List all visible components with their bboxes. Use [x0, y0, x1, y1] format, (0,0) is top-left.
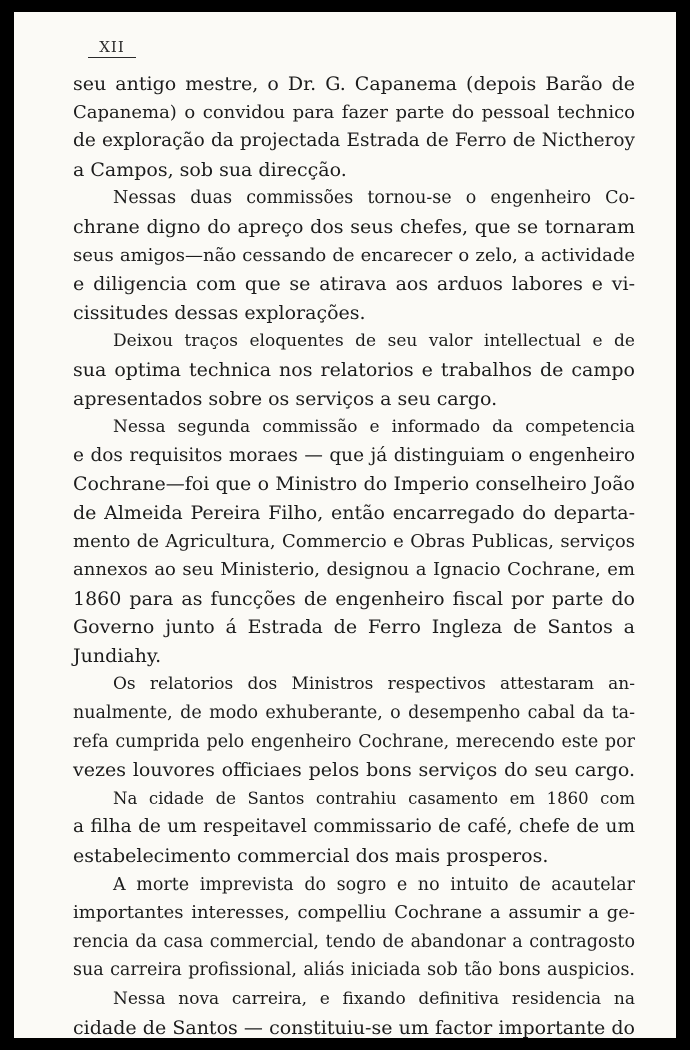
- text-line: Deixou traços eloquentes de seu valor intellectual e de: [113, 331, 635, 352]
- text-line: A morte imprevista do sogro e no intuito de acautelar: [113, 874, 635, 895]
- text-line: de Almeida Pereira Filho, então encarregado do departa-: [73, 501, 635, 524]
- text-line: Nessas duas commissões tornou-se o engenheiro Co-: [113, 188, 635, 209]
- document-page: [14, 12, 676, 1038]
- text-line: estabelecimento commercial dos mais prosperos.: [73, 845, 549, 868]
- text-line: refa cumprida pelo engenheiro Cochrane, merecendo este por: [73, 731, 635, 752]
- text-line: Os relatorios dos Ministros respectivos attestaram an-: [113, 674, 635, 695]
- text-line: chrane digno do apreço dos seus chefes, que se tornaram: [73, 215, 635, 238]
- text-line: e diligencia com que se atirava aos arduos labores e vi-: [73, 273, 635, 296]
- text-line: vezes louvores officiaes pelos bons serviços do seu cargo.: [73, 759, 635, 782]
- text-line: seus amigos—não cessando de encarecer o zelo, a actividade: [73, 244, 635, 266]
- text-line: Governo junto á Estrada de Ferro Ingleza de Santos a: [73, 616, 635, 639]
- text-line: sua carreira profissional, aliás iniciada sob tão bons auspicios.: [73, 960, 635, 981]
- text-line: a Campos, sob sua direcção.: [73, 158, 347, 181]
- text-line: mento de Agricultura, Commercio e Obras Publicas, serviços: [73, 530, 635, 552]
- text-line: apresentados sobre os serviços a seu cargo.: [73, 387, 498, 410]
- text-line: Capanema) o convidou para fazer parte do pessoal technico: [73, 101, 635, 123]
- text-line: sua optima technica nos relatorios e trabalhos de campo: [73, 358, 635, 381]
- text-line: de exploração da projectada Estrada de Ferro de Nictheroy: [73, 130, 635, 152]
- text-line: cidade de Santos — constituiu-se um factor importante do: [73, 1016, 635, 1038]
- text-line: importantes interesses, compelliu Cochrane a assumir a ge-: [73, 902, 635, 924]
- text-line: cissitudes dessas explorações.: [73, 301, 366, 324]
- text-line: nualmente, de modo exhuberante, o desempenho cabal da ta-: [73, 703, 635, 724]
- text-line: a filha de um respeitavel commissario de café, chefe de um: [73, 816, 635, 838]
- body-text: [73, 70, 635, 1038]
- text-line: Jundiahy.: [73, 644, 162, 667]
- text-line: Nessa nova carreira, e fixando definitiva residencia na: [113, 989, 635, 1009]
- text-line: e dos requisitos moraes — que já distinguiam o engenheiro: [73, 444, 635, 466]
- text-line: Cochrane—foi que o Ministro do Imperio conselheiro João: [73, 473, 635, 496]
- text-line: rencia da casa commercial, tendo de abandonar a contragosto: [73, 931, 635, 952]
- text-line: seu antigo mestre, o Dr. G. Capanema (depois Barão de: [73, 73, 635, 95]
- text-line: Nessa segunda commissão e informado da competencia: [113, 417, 635, 438]
- text-line: Na cidade de Santos contrahiu casamento em 1860 com: [113, 788, 635, 808]
- page-number: XII: [88, 38, 136, 58]
- text-line: 1860 para as funcções de engenheiro fiscal por parte do: [73, 587, 635, 610]
- text-line: annexos ao seu Ministerio, designou a Ignacio Cochrane, em: [73, 559, 635, 581]
